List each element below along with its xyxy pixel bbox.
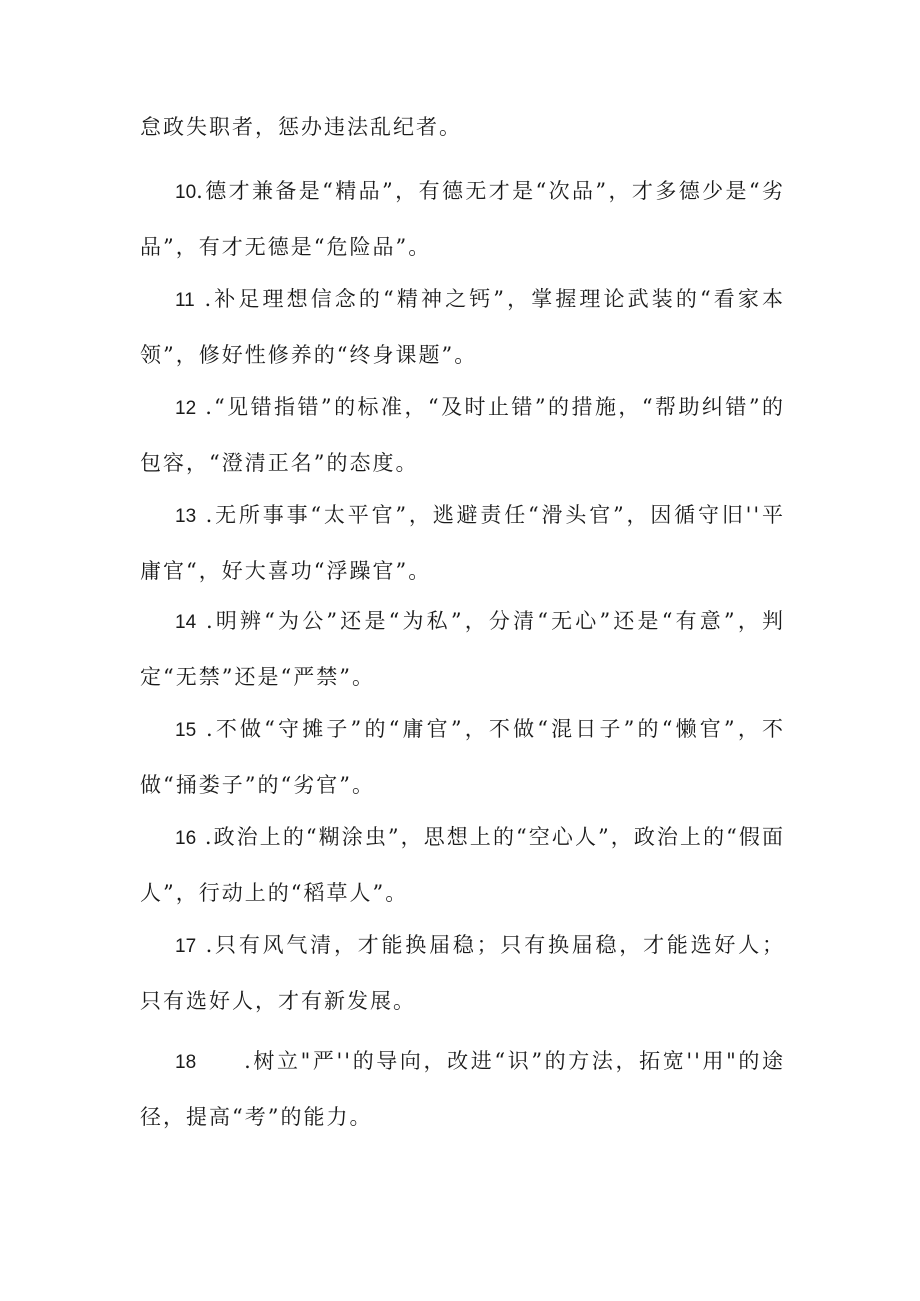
item-number: 16	[175, 828, 197, 849]
paragraph-text: .德才兼备是“精品”，有德无才是“次品”，才多德少是“劣品”，有才无德是“危险品”。	[140, 179, 785, 259]
paragraph-text: .不做“守摊子”的“庸官”，不做“混日子”的“懒官”，不做“捅娄子”的“劣官”。	[140, 717, 785, 797]
paragraph-text: .补足理想信念的“精神之钙”，掌握理论武装的“看家本领”，修好性修养的“终身课题”。	[140, 287, 785, 367]
item-number: 17	[175, 936, 197, 957]
item-number: 13	[175, 506, 197, 527]
paragraph-item-18	[140, 1034, 785, 1145]
item-number: 10	[175, 182, 197, 203]
paragraph-text: .无所事事“太平官”，逃避责任“滑头官”，因循守旧''平庸官“，好大喜功“浮躁官”。	[140, 503, 785, 583]
paragraph-item-17	[140, 918, 785, 1029]
paragraph-item-14	[140, 594, 785, 705]
item-number: 11	[175, 290, 195, 311]
paragraph-text: .只有风气清，才能换届稳；只有换届稳，才能选好人；只有选好人，才有新发展。	[140, 933, 785, 1013]
paragraph-text: .“见错指错”的标准，“及时止错”的措施，“帮助纠错”的包容，“澄清正名”的态度。	[140, 395, 785, 475]
paragraph-text: .政治上的“糊涂虫”，思想上的“空心人”，政治上的“假面人”，行动上的“稻草人”。	[140, 825, 785, 905]
paragraph-item-13	[140, 488, 785, 599]
paragraph-text: .明辨“为公”还是“为私”，分清“无心”还是“有意”，判定“无禁”还是“严禁”。	[140, 609, 785, 689]
item-number: 14	[175, 612, 197, 633]
paragraph-item-16	[140, 810, 785, 921]
item-number: 15	[175, 720, 197, 741]
paragraph-continuation	[140, 100, 785, 155]
paragraph-item-10	[140, 164, 785, 275]
item-number: 12	[175, 398, 197, 419]
item-number: 18	[175, 1052, 197, 1073]
paragraph-item-12	[140, 380, 785, 491]
paragraph-text: .树立"严''的导向，改进“识”的方法，拓宽''用"的途径，提高“考”的能力。	[140, 1049, 785, 1129]
paragraph-item-15	[140, 702, 785, 813]
paragraph-text: 怠政失职者，惩办违法乱纪者。	[140, 115, 462, 139]
paragraph-item-11	[140, 272, 785, 383]
